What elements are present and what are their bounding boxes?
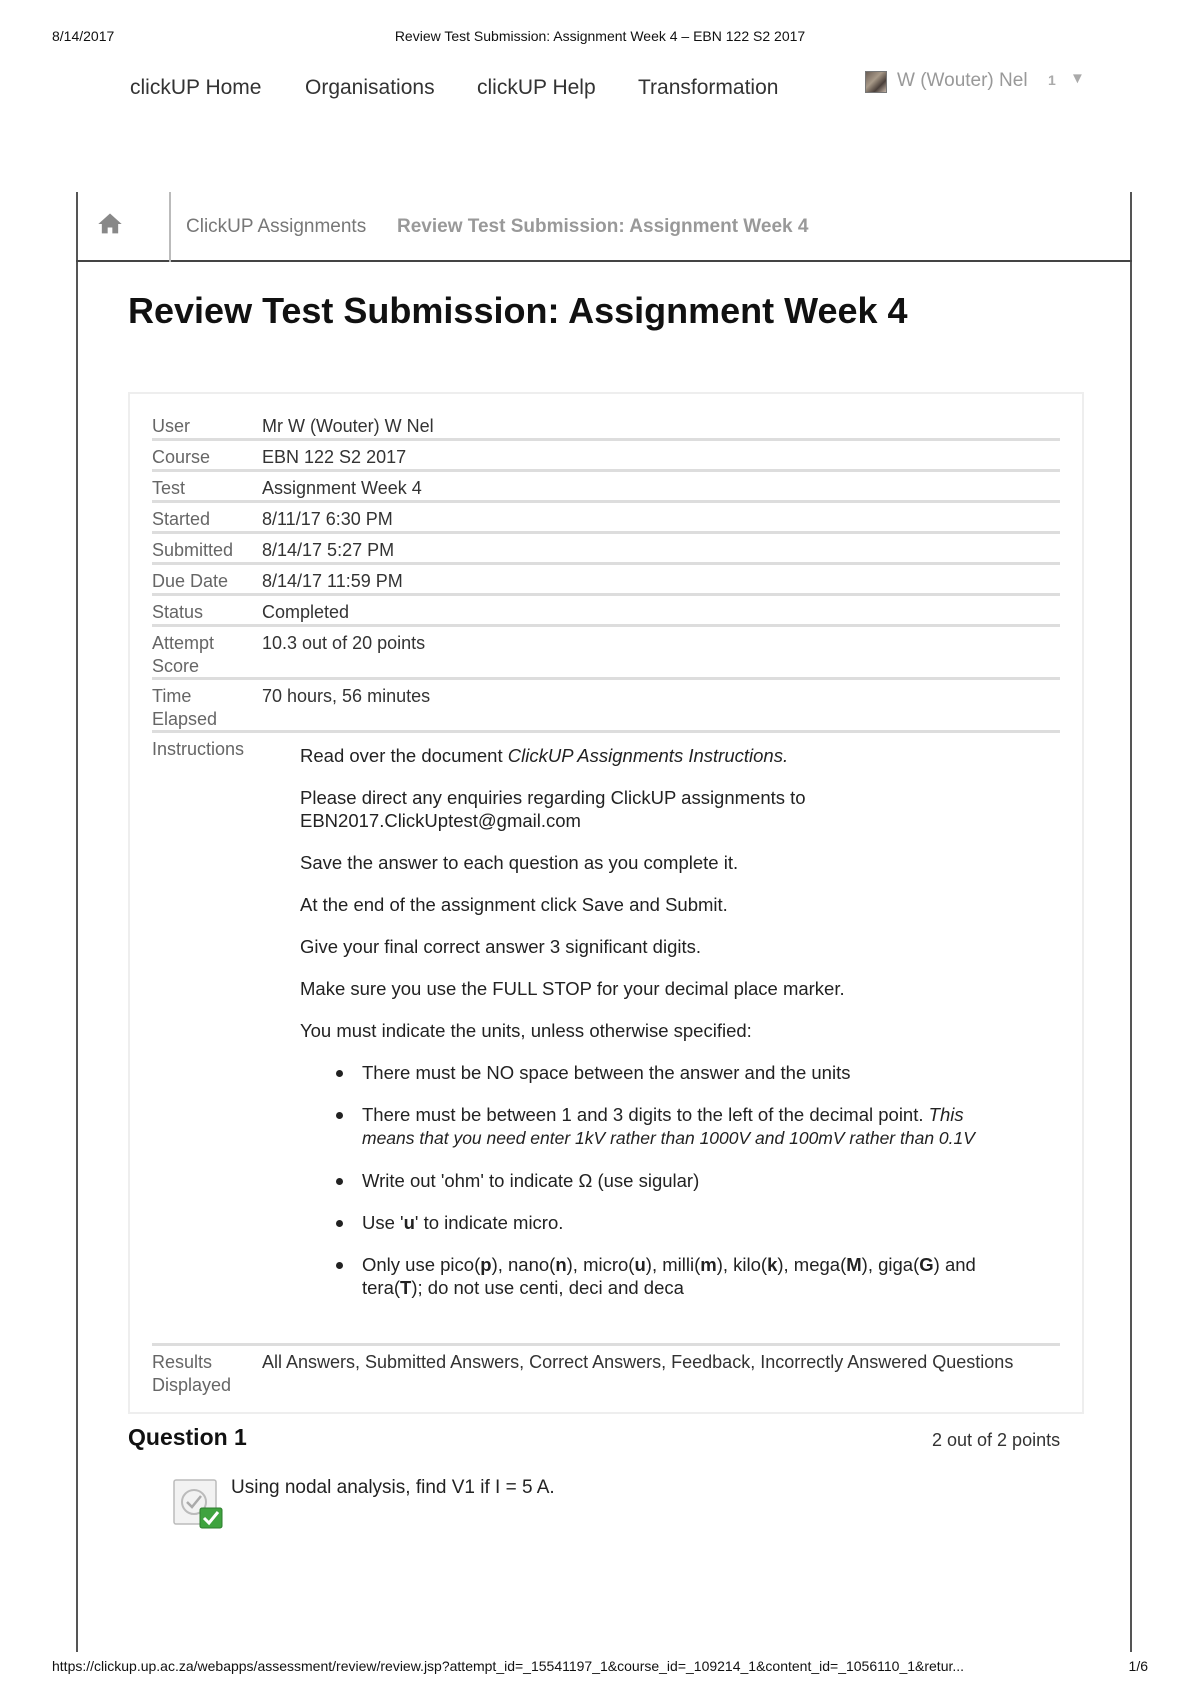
detail-row-course xyxy=(152,442,1060,472)
list-text-bold: M xyxy=(846,1254,862,1275)
print-header xyxy=(52,28,1148,48)
list-text-bold: G xyxy=(919,1254,934,1275)
notification-count: 1 xyxy=(1048,72,1056,88)
detail-row-results-displayed xyxy=(152,1347,1060,1399)
detail-value: Assignment Week 4 xyxy=(262,478,422,498)
list-item: Write out 'ohm' to indicate Ω (use sigular) xyxy=(336,1169,1020,1192)
correct-answer-icon xyxy=(172,1478,226,1530)
detail-label xyxy=(152,1351,252,1397)
instruction-paragraph: Please direct any enquiries regarding ClickUP assignments to EBN2017.ClickUptest@gmail.com xyxy=(300,787,806,831)
breadcrumb xyxy=(76,192,1132,262)
question-points: 2 out of 2 points xyxy=(932,1430,1061,1450)
detail-value: 8/14/17 11:59 PM xyxy=(262,571,403,591)
detail-label: Instructions xyxy=(152,739,245,759)
list-text-bold: p xyxy=(480,1254,492,1275)
instruction-doc-name: ClickUP Assignments Instructions. xyxy=(507,745,789,766)
detail-value: Mr W (Wouter) W Nel xyxy=(262,416,434,436)
detail-value: 10.3 out of 20 points xyxy=(262,633,426,653)
detail-label: Submitted xyxy=(152,540,234,560)
detail-value: Completed xyxy=(262,602,350,622)
user-name: W (Wouter) Nel xyxy=(897,70,1028,91)
units-rules-list xyxy=(336,1061,1020,1299)
detail-value: 70 hours, 56 minutes xyxy=(262,686,431,706)
detail-label: Course xyxy=(152,447,211,467)
nav-link-organisations[interactable]: Organisations xyxy=(305,76,435,99)
list-text: ), kilo( xyxy=(716,1254,768,1275)
detail-label: User xyxy=(152,416,191,436)
footer-page-number: 1/6 xyxy=(1128,1658,1148,1674)
detail-row-user xyxy=(152,411,1060,441)
detail-row-test xyxy=(152,473,1060,503)
top-navigation xyxy=(130,70,1110,110)
list-text: ), mega( xyxy=(777,1254,847,1275)
label-line: Score xyxy=(152,656,200,676)
list-item xyxy=(336,1253,1020,1299)
detail-value: EBN 122 S2 2017 xyxy=(262,447,407,467)
instruction-paragraph: Save the answer to each question as you complete it. xyxy=(300,852,739,873)
footer-url: https://clickup.up.ac.za/webapps/assessment/review/review.jsp?attempt_id=_15541197_1&course_id=_109214_1&content_id=_1056110_1&retur... xyxy=(52,1658,965,1674)
detail-label: Started xyxy=(152,509,211,529)
detail-label xyxy=(152,685,252,731)
detail-row-attempt-score xyxy=(152,628,1060,680)
list-text: ), micro( xyxy=(566,1254,635,1275)
detail-value: All Answers, Submitted Answers, Correct Answers, Feedback, Incorrectly Answered Questions xyxy=(262,1352,1014,1372)
detail-label: Test xyxy=(152,478,186,498)
list-text-bold: u xyxy=(634,1254,646,1275)
nav-link-clickup-home[interactable]: clickUP Home xyxy=(130,76,262,99)
label-line: Displayed xyxy=(152,1375,232,1395)
detail-label: Status xyxy=(152,602,204,622)
submission-details xyxy=(128,392,1084,1414)
nav-link-transformation[interactable]: Transformation xyxy=(638,76,779,99)
breadcrumb-item-clickup-assignments[interactable]: ClickUP Assignments xyxy=(186,216,367,237)
list-text-italic: This xyxy=(928,1104,964,1125)
avatar xyxy=(865,71,887,93)
list-text: Use ' xyxy=(362,1212,404,1233)
list-item xyxy=(336,1211,1020,1234)
instruction-paragraph: At the end of the assignment click Save and Submit. xyxy=(300,894,728,915)
list-text: ) and tera( xyxy=(362,1254,976,1298)
question-text: Using nodal analysis, find V1 if I = 5 A. xyxy=(231,1477,555,1498)
list-text: ); do not use centi, deci and deca xyxy=(411,1277,684,1298)
list-text-bold: u xyxy=(403,1212,415,1233)
breadcrumb-item-current: Review Test Submission: Assignment Week 4 xyxy=(397,216,809,237)
label-line: Elapsed xyxy=(152,709,218,729)
list-text: ), giga( xyxy=(861,1254,920,1275)
label-line: Time xyxy=(152,686,192,706)
list-text: There must be between 1 and 3 digits to the left of the decimal point. xyxy=(362,1104,929,1125)
question-title: Question 1 xyxy=(128,1424,247,1450)
instruction-paragraph: Give your final correct answer 3 significant digits. xyxy=(300,936,702,957)
print-date: 8/14/2017 xyxy=(52,28,115,44)
page-title: Review Test Submission: Assignment Week 4 xyxy=(128,290,908,331)
list-text-bold: m xyxy=(700,1254,717,1275)
list-item xyxy=(336,1103,1020,1150)
list-text: ' to indicate micro. xyxy=(414,1212,564,1233)
list-text-bold: k xyxy=(767,1254,778,1275)
list-text: Only use pico( xyxy=(362,1254,481,1275)
list-text-bold: T xyxy=(400,1277,412,1298)
instructions-content xyxy=(300,744,1020,1318)
instruction-paragraph: Make sure you use the FULL STOP for your decimal place marker. xyxy=(300,978,845,999)
detail-row-instructions xyxy=(152,734,1060,1346)
print-title: Review Test Submission: Assignment Week 4 – EBN 122 S2 2017 xyxy=(394,28,806,44)
instruction-text: Read over the document xyxy=(300,745,508,766)
chevron-down-icon[interactable]: ▼ xyxy=(1070,70,1085,87)
detail-value: 8/14/17 5:27 PM xyxy=(262,540,395,560)
detail-row-started xyxy=(152,504,1060,534)
print-footer xyxy=(52,1658,1148,1676)
instruction-paragraph: You must indicate the units, unless otherwise specified: xyxy=(300,1020,752,1041)
detail-row-status xyxy=(152,597,1060,627)
detail-value: 8/11/17 6:30 PM xyxy=(262,509,393,529)
list-text: ), nano( xyxy=(491,1254,556,1275)
detail-row-time-elapsed xyxy=(152,681,1060,733)
breadcrumb-divider xyxy=(169,192,171,262)
list-text: ), milli( xyxy=(645,1254,701,1275)
detail-label: Due Date xyxy=(152,571,229,591)
detail-row-submitted xyxy=(152,535,1060,565)
label-line: Results xyxy=(152,1352,213,1372)
label-line: Attempt xyxy=(152,633,215,653)
home-icon[interactable] xyxy=(96,210,124,238)
nav-link-clickup-help[interactable]: clickUP Help xyxy=(477,76,596,99)
list-text-bold: n xyxy=(555,1254,567,1275)
instruction-paragraph xyxy=(300,744,1020,767)
detail-row-due-date xyxy=(152,566,1060,596)
detail-label xyxy=(152,632,252,678)
list-text-italic: means that you need enter 1kV rather than 1000V and 100mV rather than 0.1V xyxy=(362,1128,975,1148)
list-item: There must be NO space between the answer and the units xyxy=(336,1061,1020,1084)
